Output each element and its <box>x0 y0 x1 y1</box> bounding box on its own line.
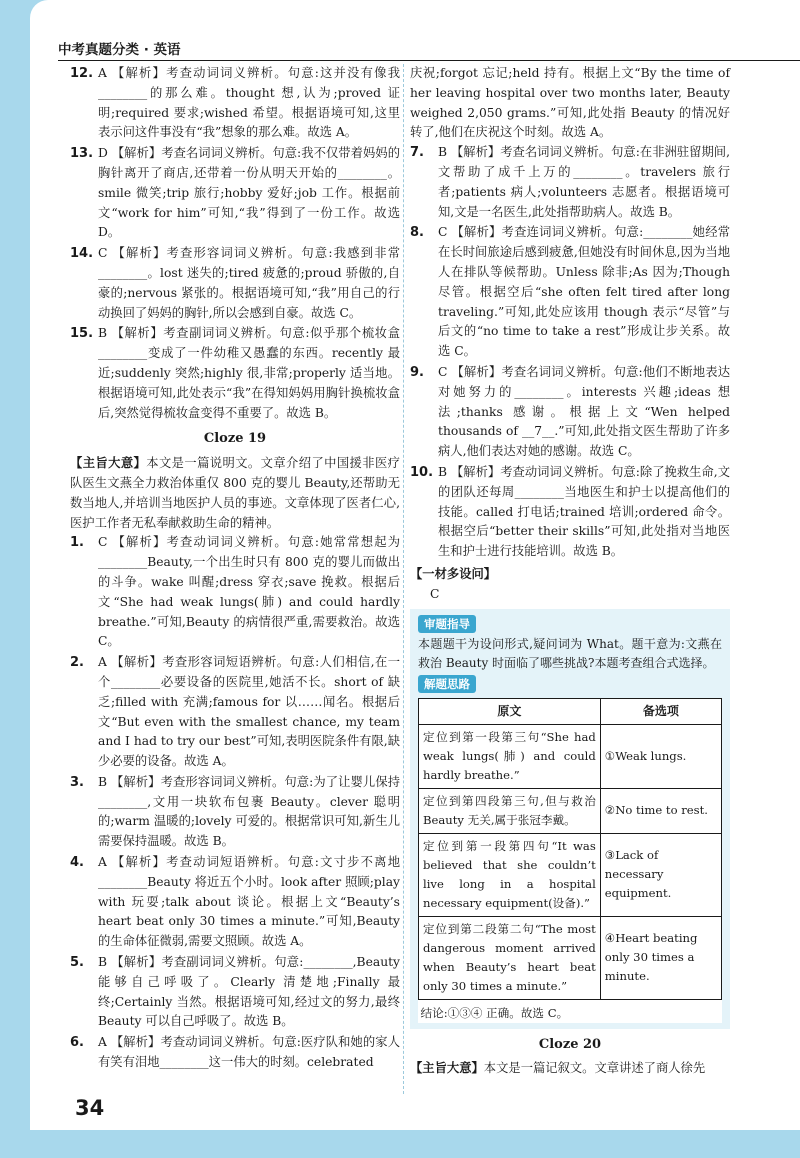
item-number: 12. <box>70 66 94 81</box>
summary-text: 本文是一篇说明文。文章介绍了中国援非医疗队医生文燕全力救治体重仅 800 克的婴儿 Beauty,还帮助无数当地人,并培训当地医护人员的事迹。文章体现了医者仁心,医护工作者无私奉献救助生命的精神。 <box>70 456 400 530</box>
item-text: C 【解析】考查形容词词义辨析。句意:我感到非常________。lost 迷失的;tired 疲惫的;proud 骄傲的,自豪的;nervous 紧张的。根据语境可知,“我”用自己的行动换回了妈妈的胸针,所以会感到自豪。故选 C。 <box>98 246 400 320</box>
page-header: 中考真题分类 · 英语 <box>58 42 181 58</box>
guide-text: 本题题干为设问形式,疑问词为 What。题干意为:文燕在救治 Beauty 时面临了哪些挑战?本题考查组合式选择。 <box>418 636 722 670</box>
multi-question-answer: C <box>430 586 440 601</box>
table-row <box>419 916 722 999</box>
item-text: A 【解析】考查动词短语辨析。句意:文寸步不离地________Beauty 将近五个小时。look after 照顾;play with 玩耍;talk about 谈论。根据上文“Beauty’s heart beat only 30 times a minute.”可知,Beauty 的生命体征微弱,需要文照顾。故选 A。 <box>98 855 400 949</box>
item-text: A 【解析】考查动词词义辨析。句意:医疗队和她的家人有笑有泪地________这一伟大的时刻。celebrated <box>98 1035 400 1070</box>
answer-item-14 <box>70 244 400 323</box>
item-number: 14. <box>70 246 94 262</box>
guidance-box <box>410 609 730 1029</box>
item-text: B 【解析】考查副词词义辨析。句意:似乎那个梳妆盒________变成了一件幼稚又愚蠢的东西。recently 最近;suddenly 突然;highly 很,非常;properly 适当地。根据语境可知,此处表示“我”在得知妈妈用胸针换梳妆盒后,突然觉得梳妆盒变得不重要了。故选 B。 <box>98 326 400 420</box>
item-number: 7. <box>410 145 424 161</box>
answer-item-3 <box>70 773 400 852</box>
table-row <box>419 724 722 788</box>
table-row <box>419 788 722 833</box>
answer-item-15 <box>70 324 400 423</box>
item-number: 2. <box>70 655 84 671</box>
table-row <box>419 833 722 916</box>
column-divider <box>403 64 404 1094</box>
answer-item-12 <box>70 64 400 143</box>
answer-item-8 <box>410 223 730 362</box>
table-conclusion-row <box>419 999 722 1023</box>
table-cell-option: ②No time to rest. <box>600 788 721 833</box>
table-header-row <box>419 698 722 724</box>
cloze-20-summary <box>410 1058 730 1079</box>
guide-label: 审题指导 <box>418 615 476 633</box>
answer-item-13 <box>70 144 400 243</box>
item-number: 5. <box>70 955 84 971</box>
cloze-19-title: Cloze 19 <box>203 431 267 447</box>
answer-item-5 <box>70 953 400 1032</box>
approach-label: 解题思路 <box>418 675 476 693</box>
table-conclusion: 结论:①③④ 正确。故选 C。 <box>420 1005 569 1020</box>
item-number: 9. <box>410 364 424 380</box>
item-text: A 【解析】考查形容词短语辨析。句意:人们相信,在一个________必要设备的医院里,她活不长。short of 缺乏;filled with 充满;famous for 以……闻名。根据后文“But even with the smallest chance, my team and I had to try our best”可知,表明医院条件有限,缺少必要的设备。故选 A。 <box>98 655 400 769</box>
item-text: B 【解析】考查形容词词义辨析。句意:为了让婴儿保持________,文用一块软布包裹 Beauty。clever 聪明的;warm 温暖的;lovely 可爱的。根据常识可知,新生儿需要保持温暖。故选 B。 <box>98 774 400 849</box>
table-cell-option: ④Heart beating only 30 times a minute. <box>600 916 721 999</box>
table-cell-source: 定位到第四段第三句,但与救治 Beauty 无关,属于张冠李戴。 <box>419 788 601 833</box>
bottom-border <box>0 1130 800 1158</box>
item-number: 1. <box>70 535 84 551</box>
multi-question-heading: 【一材多设问】 <box>410 566 497 581</box>
cloze-19-summary <box>70 453 400 533</box>
item-number: 6. <box>70 1035 84 1051</box>
answer-item-10 <box>410 463 730 562</box>
table-header-source: 原文 <box>419 698 601 724</box>
answer-item-1 <box>70 533 400 652</box>
answer-item-9 <box>410 363 730 462</box>
summary-tag: 【主旨大意】 <box>70 455 147 471</box>
item-text: A 【解析】考查动词词义辨析。句意:这并没有像我________的那么难。thought 想,认为;proved 证明;required 要求;wished 希望。根据语境可知,这里表示问这件事没有“我”想象的那么难。故选 A。 <box>98 66 400 140</box>
item-text: C 【解析】考查名词词义辨析。句意:他们不断地表达对她努力的________。interests 兴趣;ideas 想法;thanks 感谢。根据上文“Wen helped thousands of __7__.”可知,此处指文医生帮助了许多病人,他们表达对她的感谢。故选 C。 <box>438 364 730 459</box>
right-column <box>410 64 730 1079</box>
item-number: 4. <box>70 855 84 871</box>
table-cell-option: ①Weak lungs. <box>600 724 721 788</box>
analysis-table <box>418 698 722 1023</box>
item-text: C 【解析】考查连词词义辨析。句意:________她经常在长时间旅途后感到疲惫,但她没有时间休息,因为当地人在排队等候帮助。Unless 除非;As 因为;Though 尽管。根据空后“she often felt tired after long traveling.”可知,此处应该用 though 表示“尽管”与后文的“no time to take a rest”形成让步关系。故选 C。 <box>438 225 730 359</box>
item-number: 3. <box>70 774 84 790</box>
item-text: B 【解析】考查动词词义辨析。句意:除了挽救生命,文的团队还每周________当地医生和护士以提高他们的技能。called 打电话;trained 培训;ordered 命令。根据空后“better their skills”可知,此处指对当地医生和护士进行技能培训。故选 B。 <box>438 464 730 559</box>
table-cell-source: 定位到第一段第三句“She had weak lungs(肺) and could hardly breathe.” <box>419 724 601 788</box>
summary-text: 本文是一篇记叙文。文章讲述了商人徐先 <box>483 1061 706 1076</box>
item-number: 8. <box>410 225 424 241</box>
answer-item-7 <box>410 143 730 222</box>
table-cell-source: 定位到第一段第四句“It was believed that she couldn’t live long in a hospital necessary equipment(设备).” <box>419 833 601 916</box>
item-number: 13. <box>70 146 94 162</box>
summary-tag: 【主旨大意】 <box>410 1060 484 1076</box>
answer-item-2 <box>70 653 400 772</box>
table-cell-source: 定位到第二段第二句“The most dangerous moment arrived when Beauty’s heart beat only 30 times a minute.” <box>419 916 601 999</box>
header-rule <box>58 60 800 61</box>
answer-item-4 <box>70 853 400 952</box>
table-cell-option: ③Lack of necessary equipment. <box>600 833 721 916</box>
item-text: B 【解析】考查名词词义辨析。句意:在非洲驻留期间,文帮助了成千上万的________。travelers 旅行者;patients 病人;volunteers 志愿者。根据语境可知,文是一名医生,此处指帮助病人。故选 B。 <box>438 145 730 219</box>
left-column <box>70 64 400 1074</box>
continued-text: 庆祝;forgot 忘记;held 持有。根据上文“By the time of her leaving hospital over two months later, Beauty weighed 2,050 grams.”可知,此处指 Beauty 的情况好转了,他们在庆祝这个时刻。故选 A。 <box>410 66 730 140</box>
table-header-option: 备选项 <box>600 698 721 724</box>
item-text: C 【解析】考查动词词义辨析。句意:她常常想起为________Beauty,一个出生时只有 800 克的婴儿而做出的斗争。wake 叫醒;dress 穿衣;save 挽救。根据后文“She had weak lungs(肺) and could hardly breathe.”可知,Beauty 的病情很严重,需要救治。故选 C。 <box>98 535 400 649</box>
cloze-20-title: Cloze 20 <box>538 1036 602 1052</box>
item-number: 15. <box>70 326 94 342</box>
item-number: 10. <box>410 464 434 480</box>
item-text: D 【解析】考查名词词义辨析。句意:我不仅带着妈妈的胸针离开了商店,还带着一份从明天开始的________。smile 微笑;trip 旅行;hobby 爱好;job 工作。根据前文“work for him”可知,“我”得到了一份工作。故选 D。 <box>98 146 400 240</box>
page-number: 34 <box>75 1096 105 1120</box>
item-text: B 【解析】考查副词词义辨析。句意:________,Beauty 能够自己呼吸了。Clearly 清楚地;Finally 最终;Certainly 当然。根据语境可知,经过文的努力,最终 Beauty 可以自己呼吸了。故选 B。 <box>98 955 400 1029</box>
answer-item-6 <box>70 1033 400 1073</box>
